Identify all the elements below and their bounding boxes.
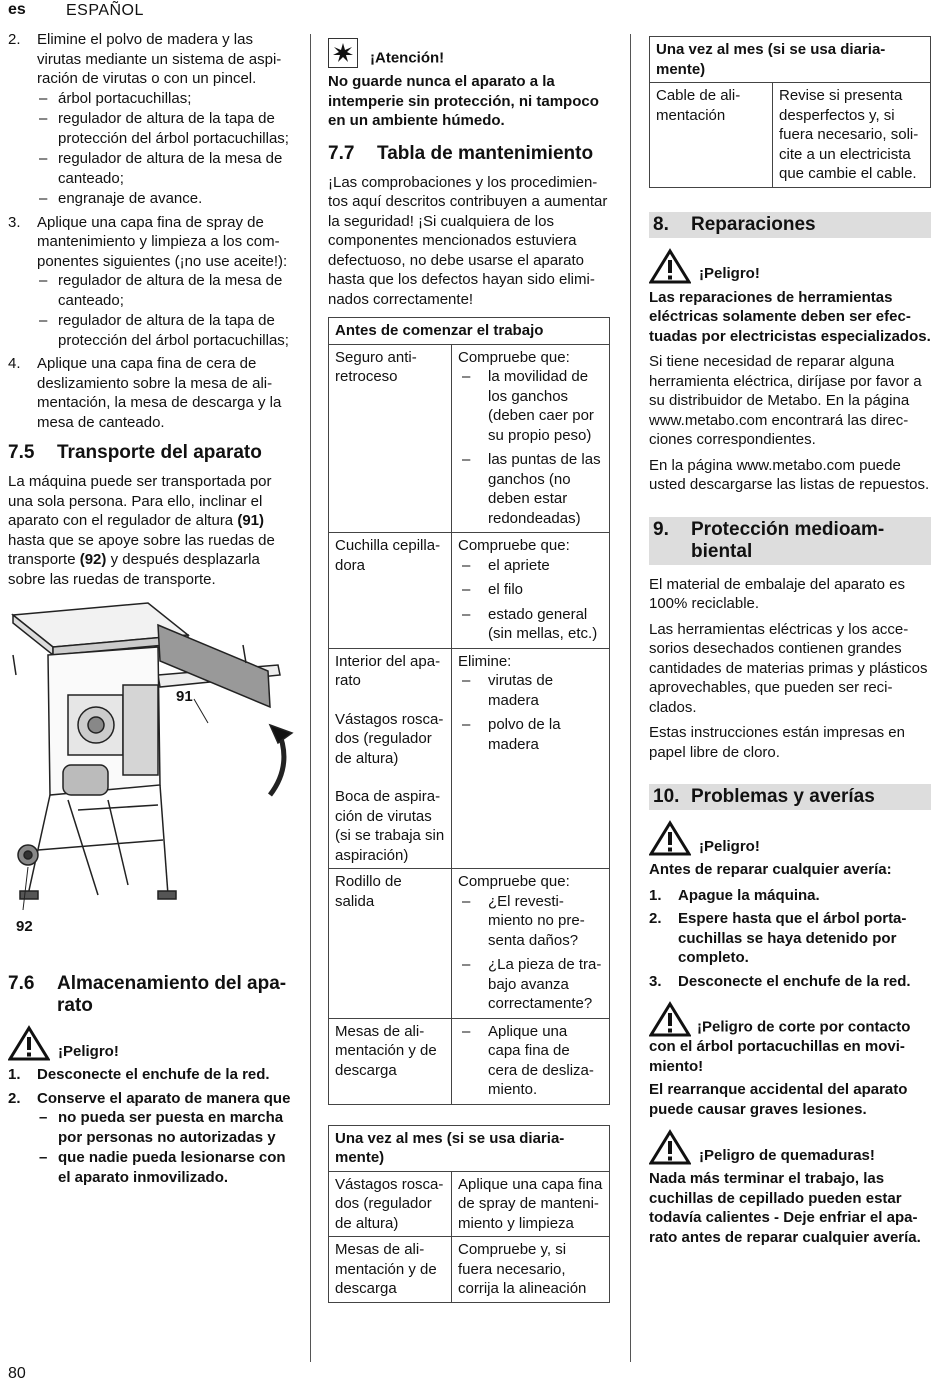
label-92: 92 [16,918,33,935]
page-number: 80 [8,1365,26,1382]
component-cell: Cable de alimentación [650,83,773,188]
section-7-5-heading [8,442,294,464]
warning-triangle-icon [649,820,691,856]
attention-text: No guarde nunca el aparato a la intemperie sin protección, ni tampoco en un ambiente húmedo. [328,73,599,129]
ref-91: (91) [237,512,265,529]
ref-92: (92) [79,551,107,568]
column-2 [328,38,610,1303]
planer-illustration [8,595,294,951]
action-cell [452,344,610,533]
step-text: Desconecte el enchufe de la red. [37,1066,270,1083]
action-cell: Aplique una capa fina de spray de mantenimiento y limpieza [452,1171,610,1237]
table-row [329,533,610,649]
table-header: Una vez al mes (si se usa diariamente) [650,37,931,83]
warning-label: ¡Peligro! [699,265,760,282]
component-label: Interior del aparato [335,652,441,689]
component-cell: Cuchilla cepilladora [329,533,452,649]
list-item: – regulador de altura de la tapa de protección del árbol portacuchillas; [37,311,294,350]
action-cell [452,648,610,869]
environment-paragraph: El material de embalaje del aparato es 100% reciclable. [649,575,905,612]
cleaning-steps [8,30,294,432]
list-item: – regulador de altura de la mesa de canteado; [37,149,294,188]
table-row [329,869,610,1019]
component-cell [329,648,452,869]
section-number: 9. [653,518,669,540]
component-label: Boca de aspiración de virutas (si se trabaja sin aspiración) [335,788,445,864]
component-cell: Mesas de alimentación y de descarga [329,1018,452,1104]
step-text: Apague la máquina. [678,886,820,904]
section-title: Reparaciones [691,213,816,235]
danger-warning [649,820,931,856]
component-label: Vástagos roscados (regulador de altura) [335,710,444,767]
list-item: – regulador de altura de la mesa de canteado; [37,271,294,310]
step-number: 1. [8,1066,21,1083]
maintenance-table-cable [649,36,931,188]
burn-warning-text: Nada más terminar el trabajo, las cuchillas de cepillado pueden estar todavía calientes - Deje enfriar el aparato antes de reparar cualquier avería. [649,1170,921,1246]
list-item: – ¿El revestimiento no presenta daños? [458,892,603,951]
check-list [458,671,603,754]
section-number: 10. [653,786,680,807]
column-1 [8,30,294,1191]
table-row [329,344,610,533]
action-cell: Revise si presenta desperfectos y, si fuera necesario, solicite a un electricista que cambie el cable. [773,83,931,188]
section-title: Problemas y averías [691,786,875,807]
table-row [329,1171,610,1237]
list-item: – que nadie pueda lesionarse con el aparato inmovilizado. [37,1148,294,1187]
warning-label: ¡Peligro de corte por contacto con el árbol portacuchillas en movimiento! [649,1018,911,1075]
repair-paragraph: Si tiene necesidad de reparar alguna herramienta eléctrica, diríjase por favor a su distribuidor de Metabo. En la página www.metabo.com encontrará las direcciones correspondientes. [649,353,922,448]
step-text: Desconecte el enchufe de la red. [678,972,911,990]
step-text: Aplique una capa fina de cera de deslizamiento sobre la mesa de alimentación, la mesa de descarga y la mesa de canteado. [37,355,282,431]
storage-step-2-items [37,1108,294,1187]
list-item: – ¿La pieza de trabajo avanza correctamente? [458,955,603,1014]
storage-step-1 [8,1065,294,1085]
component-cell: Rodillo de salida [329,869,452,1019]
cut-warning [649,1001,931,1076]
step-number: 2. [649,910,662,927]
restart-warning-text: El rearranque accidental del aparato puede causar graves lesiones. [649,1081,908,1118]
storage-steps [8,1065,294,1187]
attention-title: ¡Atención! [370,49,445,67]
list-item: – polvo de la madera [458,715,603,754]
section-title: Tabla de mantenimiento [377,142,594,164]
step-4 [8,354,294,432]
table-row [329,1018,610,1104]
danger-warning [8,1025,294,1061]
action-label: Compruebe que: [458,348,570,366]
attention-icon [328,38,358,68]
check-list [458,892,603,1014]
step-3-items [37,271,294,350]
section-7-6-heading [8,973,294,1017]
column-3 [649,36,931,1253]
step-number: 1. [649,886,662,904]
column-divider [310,34,311,1362]
list-item: – la movilidad de los ganchos (deben caer por su propio peso) [458,367,603,445]
warning-triangle-icon [649,1001,691,1037]
warning-triangle-icon [8,1025,50,1061]
warning-label: ¡Peligro de quemaduras! [699,1146,875,1164]
section-title: Transporte del aparato [57,442,262,463]
action-label: Elimine: [458,652,512,670]
step-3 [8,213,294,351]
environment-paragraph: Estas instrucciones están impresas en papel libre de cloro. [649,724,905,761]
list-item: – Aplique una capa fina de cera de deslizamiento. [458,1022,603,1100]
action-cell [452,869,610,1019]
warning-label: ¡Peligro! [699,837,760,855]
list-item: – el filo [458,580,603,600]
troubleshooting-step-2 [649,909,931,968]
step-text: Conserve el aparato de manera que [37,1089,291,1107]
section-10-heading [649,784,931,810]
step-2 [8,30,294,209]
check-list [458,556,603,644]
step-2-items [37,89,294,209]
action-cell: Compruebe y, si fuera necesario, corrija la alineación [452,1237,610,1303]
action-cell [452,533,610,649]
section-title: Almacenamiento del aparato [57,973,287,1016]
table-header: Antes de comenzar el trabajo [329,318,610,345]
planer-machine-drawing [8,595,294,951]
table-row [329,648,610,869]
section-9-heading [649,517,931,565]
troubleshooting-step-1 [649,886,931,906]
list-item: – árbol portacuchillas; [37,89,294,109]
step-number: 4. [8,355,21,372]
column-divider [630,34,631,1362]
text: y después desplazarla sobre las ruedas de transporte. [8,551,260,588]
step-number: 2. [8,31,21,48]
danger-warning [649,248,931,284]
troubleshooting-steps [649,886,931,992]
label-91: 91 [176,688,193,705]
list-item: – regulador de altura de la tapa de protección del árbol portacuchillas; [37,109,294,148]
step-number: 3. [8,213,21,231]
repair-paragraph: En la página www.metabo.com puede usted descargarse las listas de repuestos. [649,456,930,493]
language-code: es [8,1,26,18]
component-cell: Vástagos roscados (regulador de altura) [329,1171,452,1237]
section-number: 7.7 [328,142,355,164]
attention-notice [328,38,610,131]
text: hasta que se apoye sobre las ruedas de transporte [8,531,275,568]
warning-triangle-icon [649,248,691,284]
list-item: – las puntas de las ganchos (no deben estar redondeadas) [458,450,603,528]
section-8-heading [649,212,931,238]
storage-step-2 [8,1089,294,1188]
environment-paragraph: Las herramientas eléctricas y los accesorios desechados contienen grandes cantidades de materias primas y plásticos aprovechables, que pueden ser reciclados. [649,620,928,716]
language-title: ESPAÑOL [66,2,144,19]
action-cell [452,1018,610,1104]
troubleshooting-intro: Antes de reparar cualquier avería: [649,861,892,878]
component-cell: Mesas de alimentación y de descarga [329,1237,452,1303]
step-number: 2. [8,1089,21,1107]
action-label: Compruebe que: [458,537,570,554]
table-row [329,1237,610,1303]
page-header [0,0,950,22]
step-text: Aplique una capa fina de spray de mantenimiento y limpieza a los componentes siguientes (¡no use aceite!): [37,213,288,270]
table-header: Una vez al mes (si se usa diariamente) [329,1125,610,1171]
step-number: 3. [649,972,662,990]
section-number: 7.5 [8,442,35,463]
check-list [458,367,603,528]
maintenance-intro: ¡Las comprobaciones y los procedimientos aquí descritos contribuyen a aumentar la seguridad! ¡Si cualquiera de los componentes mencionados estuviera defectuoso, no debe usarse el aparato hasta que los defectos hayan sido eliminados correctamente! [328,173,608,308]
list-item: – no pueda ser puesta en marcha por personas no autorizadas y [37,1108,294,1147]
list-item: – el apriete [458,556,603,576]
table-row [650,83,931,188]
step-text: Elimine el polvo de madera y las virutas mediante un sistema de aspiración de virutas o con un pincel. [37,31,282,87]
burst-icon [332,42,354,64]
maintenance-table-monthly [328,1125,610,1303]
list-item: – estado general (sin mellas, etc.) [458,605,603,644]
list-item: – virutas de madera [458,671,603,710]
section-7-7-heading [328,143,610,165]
step-text: Espere hasta que el árbol portacuchillas se haya detenido por completo. [678,910,907,966]
transport-paragraph [8,472,294,589]
burn-warning [649,1129,931,1165]
section-number: 7.6 [8,973,35,994]
warning-label: ¡Peligro! [58,1042,119,1060]
troubleshooting-step-3 [649,972,931,992]
maintenance-table-before-work [328,317,610,1105]
action-label: Compruebe que: [458,873,570,890]
repair-warning-text: Las reparaciones de herramientas eléctricas solamente deben ser efectuadas por electricistas especializados. [649,288,931,345]
component-cell: Seguro antiretroceso [329,344,452,533]
section-title: Protección medioambiental [691,518,885,562]
section-number: 8. [653,213,669,235]
text: La máquina puede ser transportada por una sola persona. Para ello, inclinar el aparato con el regulador de altura [8,473,272,529]
check-list [458,1022,603,1100]
list-item: – engranaje de avance. [37,189,294,209]
warning-triangle-icon [649,1129,691,1165]
